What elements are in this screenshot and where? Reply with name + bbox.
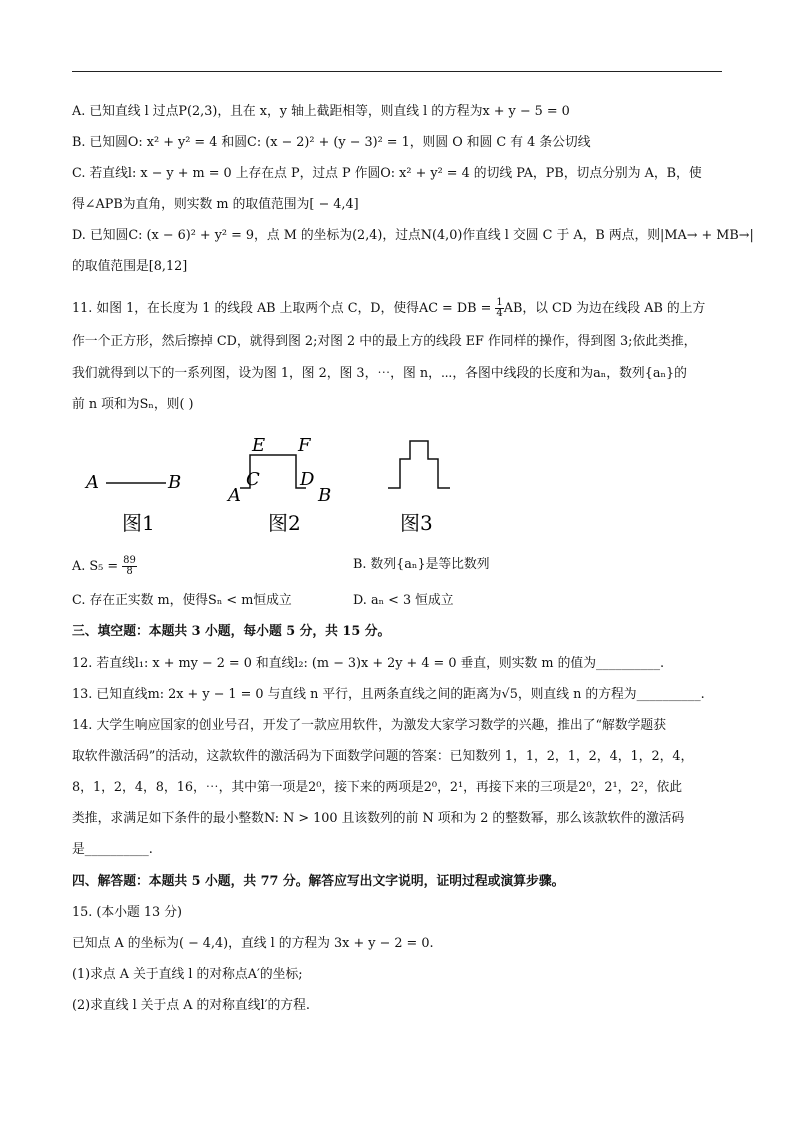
q11-line4: 前 n 项和为Sₙ，则( ) xyxy=(72,397,194,412)
figure-2 xyxy=(226,435,331,535)
figure-3 xyxy=(388,441,450,535)
q14-line2: 取软件激活码”的活动，这款软件的激活码为下面数学问题的答案：已知数列 1，1，2，1，2，4，1，2，4， xyxy=(72,749,694,764)
q11-fraction xyxy=(495,298,503,319)
q15-stem: 已知点 A 的坐标为( − 4,4)，直线 l 的方程为 3x + y − 2 = 0. xyxy=(72,936,434,951)
q11-option-d: D. aₙ < 3 恒成立 xyxy=(353,593,454,608)
q13: 13. 已知直线m: 2x + y − 1 = 0 与直线 n 平行，且两条直线之间的距离为√5，则直线 n 的方程为__________. xyxy=(72,687,705,702)
q10-option-c-line2: 得∠APB为直角，则实数 m 的取值范围为[ − 4,4] xyxy=(72,197,359,212)
q14-line3: 8，1，2，4，8，16，⋯，其中第一项是2⁰，接下来的两项是2⁰，2¹，再接下来的三项是2⁰，2¹，2²，依此 xyxy=(72,780,683,795)
q10-option-b: B. 已知圆O: x² + y² = 4 和圆C: (x − 2)² + (y − 3)² = 1，则圆 O 和圆 C 有 4 条公切线 xyxy=(72,135,591,150)
fig1-label-b: B xyxy=(168,472,182,493)
fig2-label-c: C xyxy=(246,469,260,490)
fig2-label-f: F xyxy=(298,435,311,456)
section-3-title: 三、填空题：本题共 3 小题，每小题 5 分，共 15 分。 xyxy=(72,624,391,639)
q11-option-a-fraction xyxy=(122,556,137,577)
q14-line1: 14. 大学生响应国家的创业号召，开发了一款应用软件，为激发大家学习数学的兴趣，推出了“解数学题获 xyxy=(72,718,667,733)
q11-figures xyxy=(72,425,492,555)
q10-option-d-line2: 的取值范围是[8,12] xyxy=(72,259,188,274)
q10-option-d-line1: D. 已知圆C: (x − 6)² + y² = 9，点 M 的坐标为(2,4)，过点N(4,0)作直线 l 交圆 C 于 A，B 两点，则|MA→ + MB→| xyxy=(72,228,754,243)
q11-option-a-num: 89 xyxy=(123,555,136,566)
q14-line4: 类推，求满足如下条件的最小整数N: N > 100 且该数列的前 N 项和为 2 的整数幂，那么该款软件的激活码 xyxy=(72,811,685,826)
q11-line3: 我们就得到以下的一系列图，设为图 1，图 2，图 3，⋯，图 n，⋯，各图中线段的长度和为aₙ，数列{aₙ}的 xyxy=(72,366,687,381)
section-4-title: 四、解答题：本题共 5 小题，共 77 分。解答应写出文字说明，证明过程或演算步骤。 xyxy=(72,874,565,889)
q10-option-a: A. 已知直线 l 过点P(2,3)，且在 x，y 轴上截距相等，则直线 l 的方程为x + y − 5 = 0 xyxy=(72,104,570,119)
q14-line5: 是__________. xyxy=(72,842,153,857)
fig3-path xyxy=(388,441,450,488)
header-rule xyxy=(72,71,722,72)
q15-part1: (1)求点 A 关于直线 l 的对称点A′的坐标; xyxy=(72,967,303,982)
q11-fraction-den: 4 xyxy=(496,308,503,319)
figure-1 xyxy=(84,472,181,535)
fig2-label-b: B xyxy=(318,485,332,506)
q11-fraction-num: 1 xyxy=(496,297,503,308)
q11-option-a xyxy=(72,556,137,577)
fig2-label-e: E xyxy=(252,435,266,456)
q15-part2: (2)求直线 l 关于点 A 的对称直线l′的方程. xyxy=(72,998,310,1013)
q15-header: 15. (本小题 13 分) xyxy=(72,905,183,920)
fig1-caption: 图1 xyxy=(122,511,155,535)
fig3-caption: 图3 xyxy=(400,511,433,535)
fig2-label-d: D xyxy=(300,469,315,490)
fig2-label-a: A xyxy=(228,485,241,506)
q11-option-b: B. 数列{aₙ}是等比数列 xyxy=(353,557,490,572)
q11-option-a-den: 8 xyxy=(126,566,133,577)
fig2-caption: 图2 xyxy=(268,511,301,535)
q11-option-c: C. 存在正实数 m，使得Sₙ < m恒成立 xyxy=(72,593,292,608)
q11-option-a-pre: A. S₅ = xyxy=(72,559,123,574)
fig1-label-a: A xyxy=(86,472,99,493)
q11-line1 xyxy=(72,298,705,319)
q11-line1-post: AB，以 CD 为边在线段 AB 的上方 xyxy=(503,301,706,316)
q12: 12. 若直线l₁: x + my − 2 = 0 和直线l₂: (m − 3)x + 2y + 4 = 0 垂直，则实数 m 的值为__________. xyxy=(72,656,665,671)
q10-option-c-line1: C. 若直线l: x − y + m = 0 上存在点 P，过点 P 作圆O: x² + y² = 4 的切线 PA，PB，切点分别为 A，B，使 xyxy=(72,166,702,181)
q11-line2: 作一个正方形，然后擦掉 CD，就得到图 2;对图 2 中的最上方的线段 EF 作同样的操作，得到图 3;依此类推， xyxy=(72,334,697,349)
q11-line1-pre: 11. 如图 1，在长度为 1 的线段 AB 上取两个点 C，D，使得AC = DB = xyxy=(72,301,496,316)
